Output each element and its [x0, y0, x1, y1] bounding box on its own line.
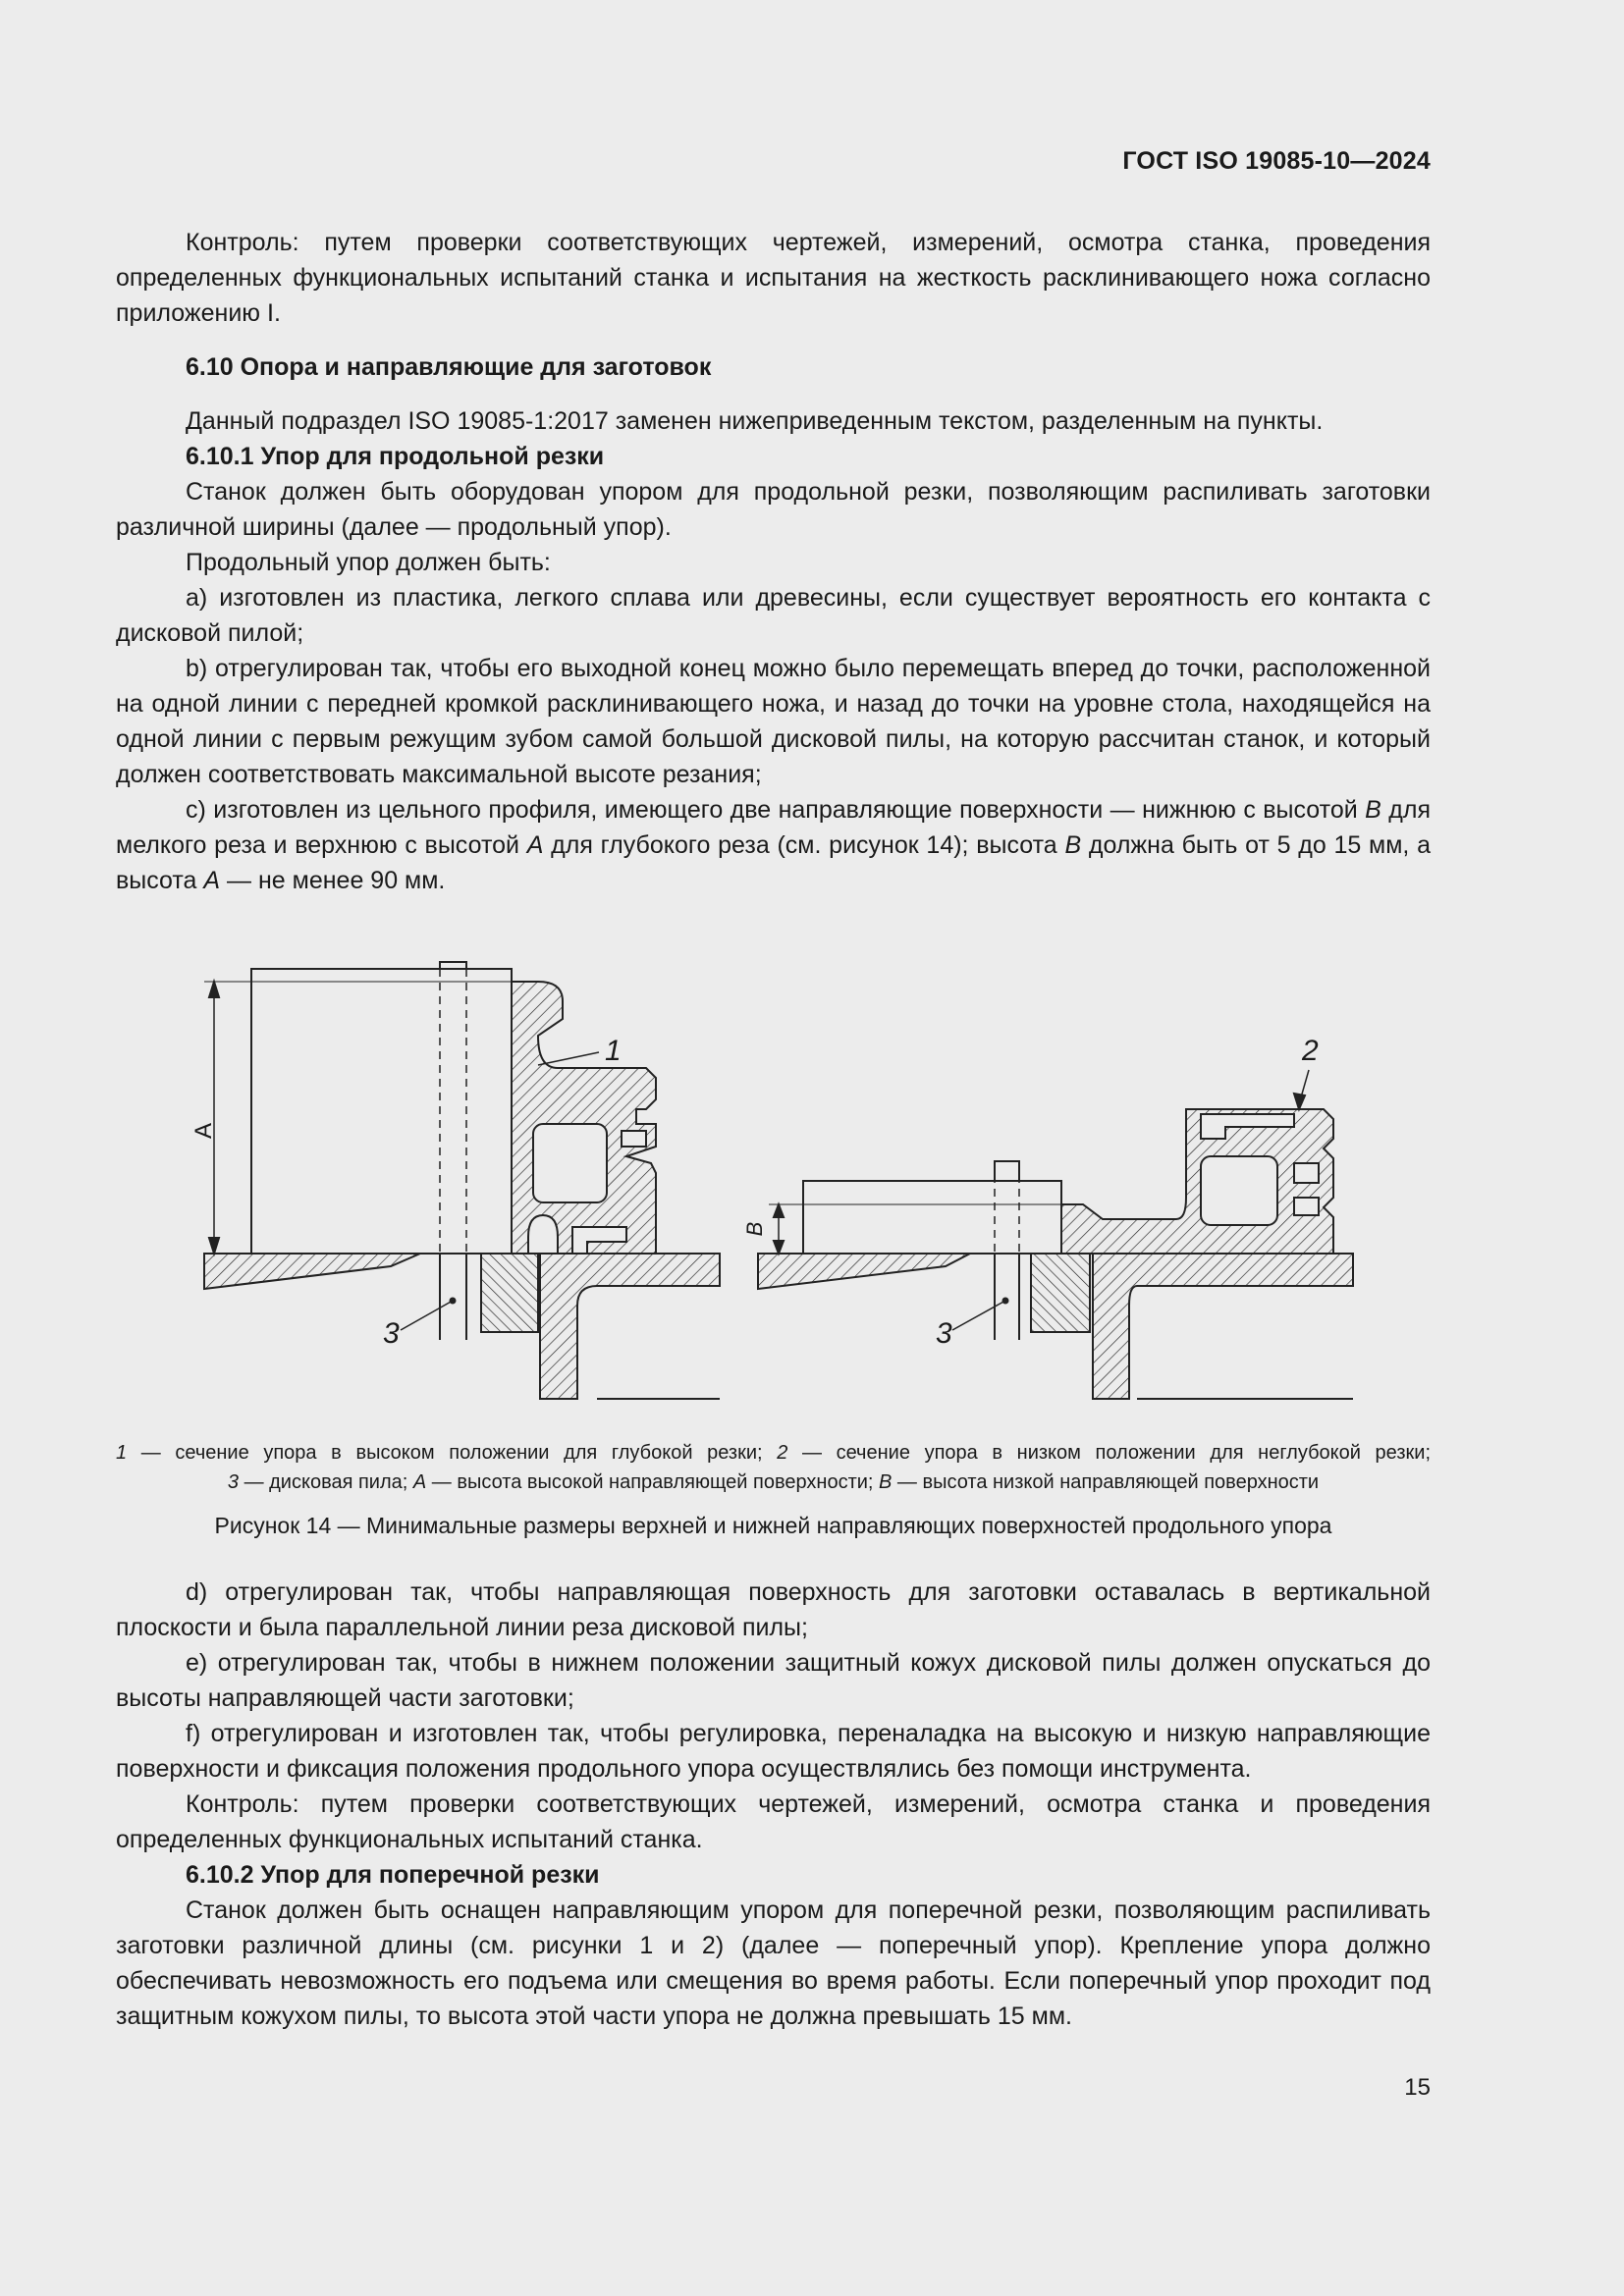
crosscut-paragraph: Станок должен быть оснащен направляющим упором для поперечной резки, позволяющим распиливать заготовки различной длины (см. рисунки 1 и 2) (далее — поперечный упор). Крепление упора должно обеспечивать невозможность его подъема или смещения во время работы. Если поперечный упор проходит под защитным кожухом пилы, то высота этой части упора не должна превышать 15 мм. — [116, 1896, 1431, 2030]
machine-fence-paragraph: Станок должен быть оборудован упором для продольной резки, позволяющим распиливать заготовки различной ширины (далее — продольный упор). — [116, 478, 1431, 541]
right-drawing — [758, 1070, 1353, 1399]
control-paragraph-2: Контроль: путем проверки соответствующих чертежей, измерений, осмотра станка и проведения определенных функциональных испытаний станка. — [116, 1790, 1431, 1853]
main-text-bottom — [116, 1575, 1431, 2034]
callout-2: 2 — [1302, 1035, 1319, 1067]
figure-caption: Рисунок 14 — Минимальные размеры верхней и нижней направляющих поверхностей продольного упора — [214, 1513, 1332, 1538]
figure-14 — [116, 903, 1431, 1414]
section-6-10-2-heading: 6.10.2 Упор для поперечной резки — [186, 1861, 600, 1889]
list-item-d: d) отрегулирован так, чтобы направляющая поверхность для заготовки оставалась в вертикальной плоскости и была параллельной линии реза дисковой пилы; — [116, 1578, 1431, 1641]
replaced-paragraph: Данный подраздел ISO 19085-1:2017 заменен нижеприведенным текстом, разделенным на пункты. — [186, 407, 1324, 435]
list-item-c: c) изготовлен из цельного профиля, имеющего две направляющие поверхности — нижнюю с высотой B для мелкого реза и верхнюю с высотой A для глубокого реза (см. рисунок 14); высота B должна быть от 5 до 15 мм, а высота A — не менее 90 мм. — [116, 796, 1432, 894]
list-item-e: e) отрегулирован так, чтобы в нижнем положении защитный кожух дисковой пилы должен опускаться до высоты направляющей части заготовки; — [116, 1649, 1431, 1712]
document-header: ГОСТ ISO 19085-10—2024 — [1122, 147, 1431, 175]
dimension-B-label: B — [742, 1221, 767, 1237]
section-6-10-1-heading: 6.10.1 Упор для продольной резки — [186, 443, 605, 470]
legend-line-2: 3 — дисковая пила; A — высота высокой направляющей поверхности; B — высота низкой направляющей поверхности — [227, 1471, 1320, 1493]
dimension-A-label: A — [190, 1122, 217, 1140]
control-paragraph-1: Контроль: путем проверки соответствующих чертежей, измерений, осмотра станка, проведения определенных функциональных испытаний станка и испытания на жесткость расклинивающего ножа согласно приложению I. — [116, 229, 1431, 327]
list-item-a: a) изготовлен из пластика, легкого сплава или древесины, если существует вероятность его контакта с дисковой пилой; — [116, 584, 1431, 647]
callout-3-right: 3 — [936, 1317, 952, 1350]
figure-legend — [116, 1438, 1431, 1497]
callout-1: 1 — [605, 1035, 622, 1067]
left-drawing — [204, 962, 720, 1399]
page-number: 15 — [1404, 2074, 1431, 2101]
legend-line-1: 1 — сечение упора в высоком положении для глубокой резки; 2 — сечение упора в низком положении для неглубокой резки; — [116, 1442, 1432, 1464]
list-item-b: b) отрегулирован так, чтобы его выходной конец можно было перемещать вперед до точки, расположенной на одной линии с передней кромкой расклинивающего ножа, и назад до точки на уровне стола, находящейся на одной линии с первым режущим зубом самой большой дисковой пилы, на которую рассчитан станок, и который должен соответствовать максимальной высоте резания; — [116, 655, 1431, 788]
fence-must-paragraph: Продольный упор должен быть: — [186, 549, 551, 576]
list-item-f: f) отрегулирован и изготовлен так, чтобы регулировка, переналадка на высокую и низкую направляющие поверхности и фиксация положения продольного упора осуществлялись без помощи инструмента. — [116, 1720, 1431, 1783]
fence-profiles-drawing — [116, 903, 1431, 1414]
callout-3-left: 3 — [383, 1317, 400, 1350]
section-6-10-heading: 6.10 Опора и направляющие для заготовок — [186, 353, 712, 381]
main-text-top — [116, 225, 1431, 898]
